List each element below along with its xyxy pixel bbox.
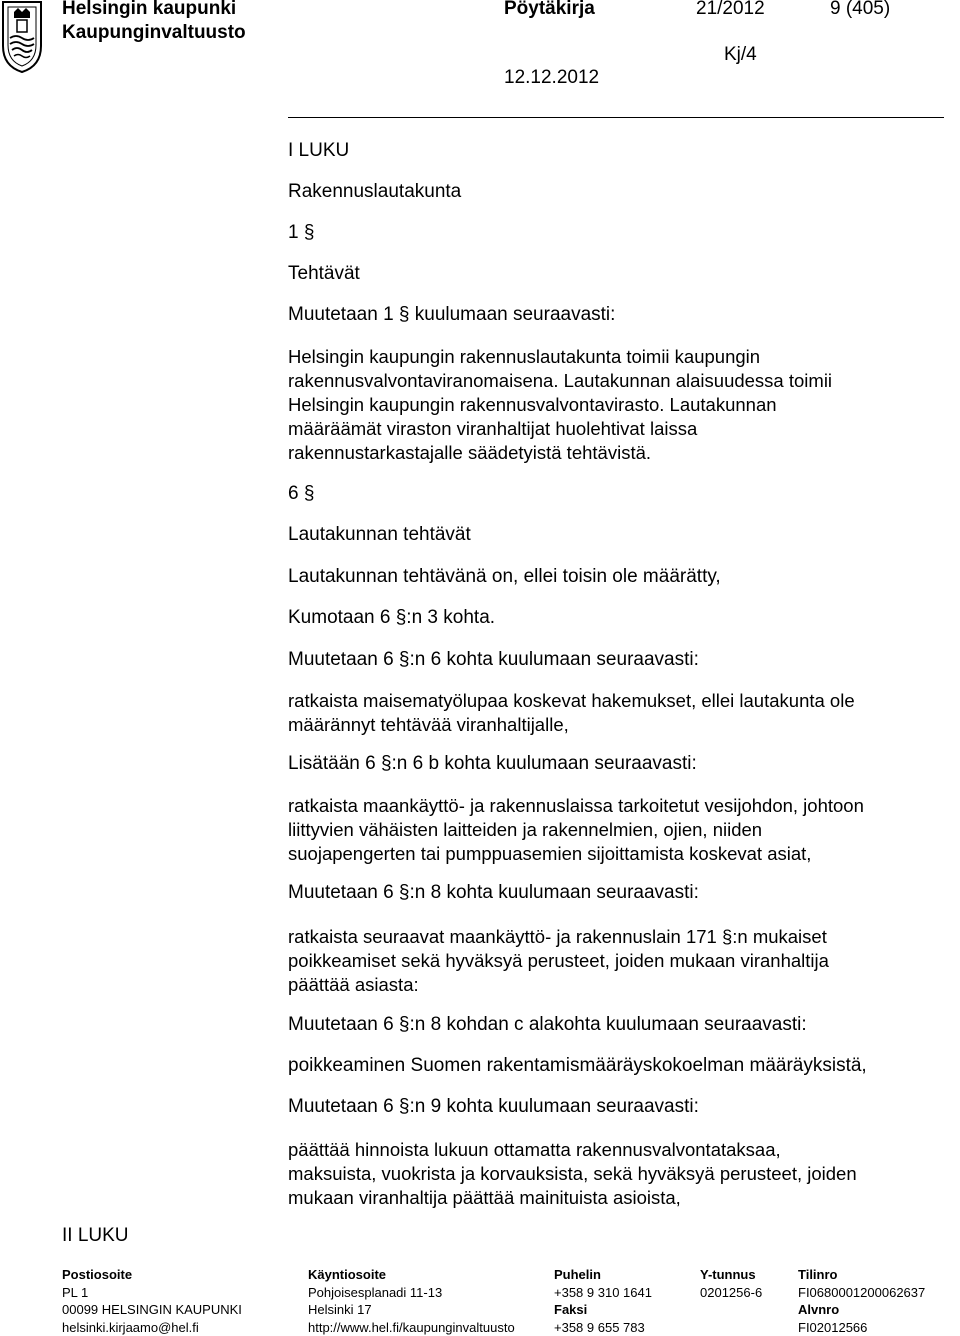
add-item-6b: Lisätään 6 §:n 6 b kohta kuulumaan seuraavasti:: [288, 753, 697, 775]
header-page: 9 (405): [830, 0, 890, 20]
footer-value: +358 9 310 1641: [554, 1284, 652, 1302]
header-doc-type: Pöytäkirja: [504, 0, 595, 20]
footer-label: Faksi: [554, 1301, 652, 1319]
footer-business-id: [700, 1266, 762, 1301]
paragraph-8c: poikkeaminen Suomen rakentamismääräyskokoelman määräyksistä,: [288, 1055, 867, 1077]
footer-visit: [308, 1266, 515, 1336]
footer-value: PL 1: [62, 1284, 242, 1302]
paragraph-line: ratkaista maankäyttö- ja rakennuslaissa tarkoitetut vesijohdon, johtoon: [288, 794, 938, 818]
footer-account: [798, 1266, 925, 1336]
paragraph-line: maksuista, vuokrista ja korvauksista, sekä hyväksyä perusteet, joiden: [288, 1162, 938, 1186]
footer-value: 00099 HELSINGIN KAUPUNKI: [62, 1301, 242, 1319]
paragraph-line: Helsingin kaupungin rakennusvalvontavirasto. Lautakunnan: [288, 393, 938, 417]
paragraph-line: suojapengerten tai pumppuasemien sijoittamista koskevat asiat,: [288, 842, 938, 866]
footer-label: Puhelin: [554, 1266, 652, 1284]
paragraph-line: määrännyt tehtävää viranhaltijalle,: [288, 713, 938, 737]
paragraph-line: määräämät viraston viranhaltijat huolehtivat laissa: [288, 417, 938, 441]
chapter-heading: I LUKU: [288, 140, 349, 162]
paragraph-line: Helsingin kaupungin rakennuslautakunta toimii kaupungin: [288, 345, 938, 369]
paragraph-6: [288, 689, 938, 737]
paragraph-line: poikkeamiset sekä hyväksyä perusteet, joiden mukaan viranhaltija: [288, 949, 938, 973]
footer-value: Helsinki 17: [308, 1301, 515, 1319]
paragraph-line: ratkaista seuraavat maankäyttö- ja rakennuslain 171 §:n mukaiset: [288, 925, 938, 949]
footer-value: FI0680001200062637: [798, 1284, 925, 1302]
paragraph-line: rakennusvalvontaviranomaisena. Lautakunnan alaisuudessa toimii: [288, 369, 938, 393]
amend-item-8: Muutetaan 6 §:n 8 kohta kuulumaan seuraavasti:: [288, 882, 699, 904]
header-number: 21/2012: [696, 0, 765, 20]
paragraph-line: päättää hinnoista lukuun ottamatta rakennusvalvontataksaa,: [288, 1138, 938, 1162]
paragraph-1: [288, 345, 938, 465]
paragraph-8: [288, 925, 938, 997]
footer-label: Postiosoite: [62, 1266, 242, 1284]
footer-label: Alvnro: [798, 1301, 925, 1319]
section-6-heading: 6 §: [288, 483, 314, 505]
paragraph-9: [288, 1138, 938, 1210]
footer-website[interactable]: http://www.hel.fi/kaupunginvaltuusto: [308, 1319, 515, 1336]
board-tasks-intro: Lautakunnan tehtävänä on, ellei toisin ole määrätty,: [288, 566, 721, 588]
footer-value: FI02012566: [798, 1319, 925, 1336]
helsinki-crest-icon: [0, 0, 44, 74]
section-1-heading: 1 §: [288, 222, 314, 244]
footer-value: +358 9 655 783: [554, 1319, 652, 1336]
footer-label: Y-tunnus: [700, 1266, 762, 1284]
amend-item-8c: Muutetaan 6 §:n 8 kohdan c alakohta kuulumaan seuraavasti:: [288, 1014, 807, 1036]
amend-item-9: Muutetaan 6 §:n 9 kohta kuulumaan seuraavasti:: [288, 1096, 699, 1118]
paragraph-line: rakennustarkastajalle säädetyistä tehtävistä.: [288, 441, 938, 465]
header-rule: [288, 117, 944, 118]
header-date: 12.12.2012: [504, 67, 599, 89]
header-ref: Kj/4: [724, 44, 757, 66]
footer-value: 0201256-6: [700, 1284, 762, 1302]
paragraph-6b: [288, 794, 938, 866]
paragraph-line: mukaan viranhaltija päättää mainituista asioista,: [288, 1186, 938, 1210]
amend-section-1: Muutetaan 1 § kuulumaan seuraavasti:: [288, 304, 615, 326]
footer-postal: [62, 1266, 242, 1336]
header-city: Helsingin kaupunki: [62, 0, 236, 20]
chapter-2-heading: II LUKU: [62, 1225, 129, 1247]
tasks-heading: Tehtävät: [288, 263, 360, 285]
footer-label: Käyntiosoite: [308, 1266, 515, 1284]
footer-value: Pohjoisesplanadi 11-13: [308, 1284, 515, 1302]
paragraph-line: liittyvien vähäisten laitteiden ja rakennelmien, ojien, niiden: [288, 818, 938, 842]
footer-label: Tilinro: [798, 1266, 925, 1284]
repeal-item-3: Kumotaan 6 §:n 3 kohta.: [288, 607, 495, 629]
paragraph-line: päättää asiasta:: [288, 973, 938, 997]
board-tasks-heading: Lautakunnan tehtävät: [288, 524, 471, 546]
footer-phone: [554, 1266, 652, 1336]
footer-email[interactable]: helsinki.kirjaamo@hel.fi: [62, 1319, 242, 1336]
amend-item-6: Muutetaan 6 §:n 6 kohta kuulumaan seuraavasti:: [288, 649, 699, 671]
paragraph-line: ratkaista maisematyölupaa koskevat hakemukset, ellei lautakunta ole: [288, 689, 938, 713]
header-council: Kaupunginvaltuusto: [62, 22, 246, 44]
board-heading: Rakennuslautakunta: [288, 181, 461, 203]
